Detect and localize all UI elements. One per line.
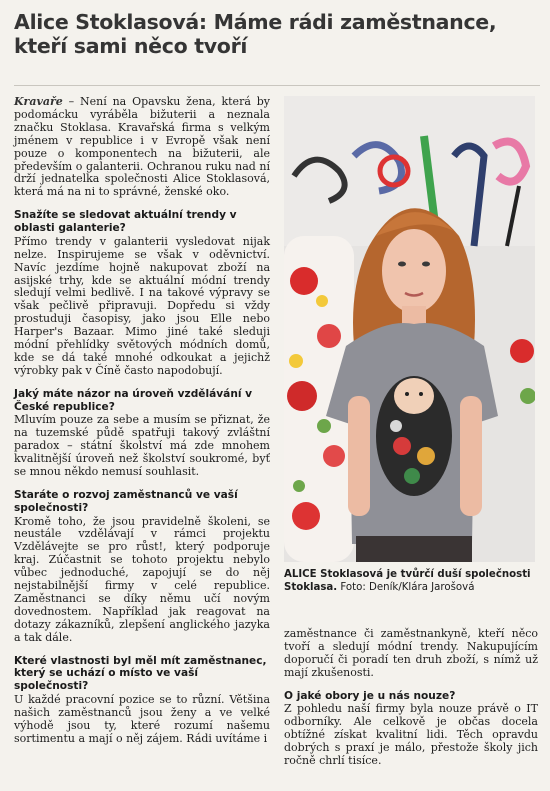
- right-column: [284, 628, 538, 768]
- headline-divider: [14, 85, 540, 86]
- headline: Alice Stoklasová: Máme rádi zaměstnance, kteří sami něco tvoří: [14, 10, 497, 58]
- lead-text: – Není na Opavsku žena, která by podomácku vyráběla bižuterii a neznala značku Stoklasa. Kravařská firma s velkým jménem v republice i v Evropě však není pouze o komponentech na bižuterii, ale především o galanterii. Ochranou ruku nad ní drží jednatelka společnosti Alice Stoklasová, která má na ni to správné, ženské oko.: [14, 95, 270, 199]
- answer-5: Z pohledu naší firmy byla nouze právě o IT odborníky. Ale celkově je občas docela obtížné získat kvalitní lidi. Těch opravdu dobrých s praxí je málo, přestože školy jich ročně chrlí tisíce.: [284, 702, 538, 768]
- left-column: [14, 96, 270, 746]
- answer-3: Kromě toho, že jsou pravidelně školeni, se neustále vzdělávají v rámci projektu Vzdělávejte se pro růst!, který podporuje kraj. Zúčastnit se tohoto projektu nebylo vůbec jednoduché, zapojují se do něj nejstabilnější firmy v celé republice. Zaměstnanci se díky němu učí novým dovednostem. Například jak reagovat na dotazy zákazníků, zlepšení anglického jazyka a tak dále.: [14, 514, 270, 644]
- photo-caption: [284, 568, 538, 594]
- portrait-illustration: [284, 96, 535, 562]
- caption-lead: ALICE Stoklasová je tvůrčí duší společnosti Stoklasa.: [284, 569, 531, 593]
- answer-4: U každé pracovní pozice se to různí. Většina našich zaměstnanců jsou ženy a ve velké výhodě jsou ty, které rozumí našemu sortimentu a mají o něj zájem. Rádi uvítáme i: [14, 692, 270, 745]
- answer-2: Mluvím pouze za sebe a musím se přiznat, že na tuzemské půdě spatřuji takový zvláštní paradox – státní školství má zde mnohem kvalitnější úroveň než školství soukromé, byť se mnou někdo nemusí souhlasit.: [14, 413, 270, 479]
- continuation-paragraph: zaměstnance či zaměstnankyně, kteří něco tvoří a sledují módní trendy. Nakupujícím doporučí či poradí ten druh zboží, s nímž už mají zkušenosti.: [284, 627, 538, 679]
- question-2: Jaký máte názor na úroveň vzdělávání v České republice?: [14, 387, 253, 413]
- question-1: Snažíte se sledovat aktuální trendy v oblasti galanterie?: [14, 209, 237, 235]
- dateline: Kravaře: [14, 95, 63, 108]
- portrait-photo: [284, 96, 535, 562]
- lead-paragraph: [14, 96, 270, 199]
- question-3: Staráte o rozvoj zaměstnanců ve vaší společnosti?: [14, 488, 238, 514]
- caption-credit: Foto: Deník/Klára Jarošová: [337, 582, 475, 593]
- question-4: Které vlastnosti byl měl mít zaměstnanec, který se uchází o místo ve vaší společnosti?: [14, 654, 267, 693]
- answer-1: Přímo trendy v galanterii vysledovat nijak nelze. Inspirujeme se však v oděvnictví. Navíc jezdíme hojně nakupovat zboží na asijské trhy, kde se aktuální módní trendy sledují velmi bedlivě. I na takové výpravy se však pečlivě připravuji. Dopředu si vždy prostuduji časopisy, jako jsou Elle nebo Harper's Bazaar. Mimo jiné také sleduji módní přehlídky světových módních domů, kde se dá také mnohé odkoukat a jejichž výrobky pak v Číně často napodobují.: [14, 234, 270, 377]
- question-5: O jaké obory je u nás nouze?: [284, 689, 456, 702]
